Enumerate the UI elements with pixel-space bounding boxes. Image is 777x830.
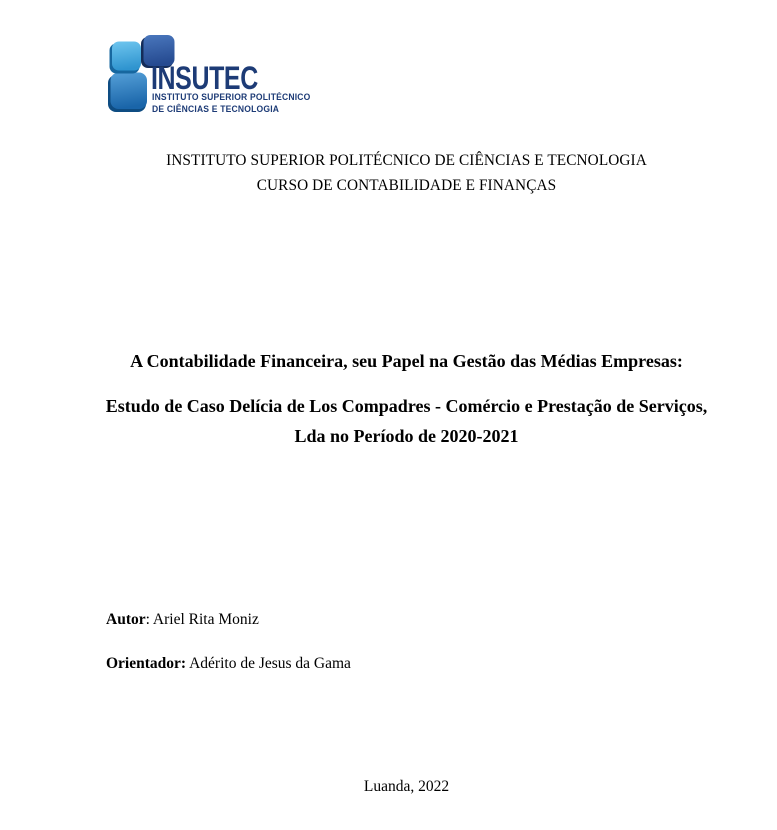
advisor-label: Orientador: — [106, 655, 187, 672]
course-name: CURSO DE CONTABILIDADE E FINANÇAS — [256, 176, 557, 194]
author-name: : Ariel Rita Moniz — [145, 611, 259, 628]
advisor-name: Adérito de Jesus da Gama — [186, 655, 351, 672]
document-title — [83, 346, 730, 451]
author-line — [106, 609, 351, 631]
advisor-line — [106, 653, 351, 675]
logo-wordmark: INSUTEC — [151, 60, 258, 96]
title-line-2: Estudo de Caso Delícia de Los Compadres - Comércio e Prestação de Serviços, — [105, 396, 708, 416]
logo-subtitle-line1: INSTITUTO SUPERIOR POLITÉCNICO — [152, 92, 311, 102]
credits-block — [106, 609, 351, 697]
insutec-logo — [108, 34, 326, 126]
author-label: Autor — [106, 611, 146, 628]
title-line-1: A Contabilidade Financeira, seu Papel na Gestão das Médias Empresas: — [130, 351, 683, 371]
logo-subtitle — [152, 92, 311, 115]
institution-name: INSTITUTO SUPERIOR POLITÉCNICO DE CIÊNCIAS E TECNOLOGIA — [166, 152, 647, 169]
institution-header — [83, 149, 730, 198]
title-line-3: Lda no Período de 2020-2021 — [294, 426, 519, 446]
logo-subtitle-line2: DE CIÊNCIAS E TECNOLOGIA — [152, 103, 280, 114]
place-date: Luanda, 2022 — [363, 778, 450, 795]
